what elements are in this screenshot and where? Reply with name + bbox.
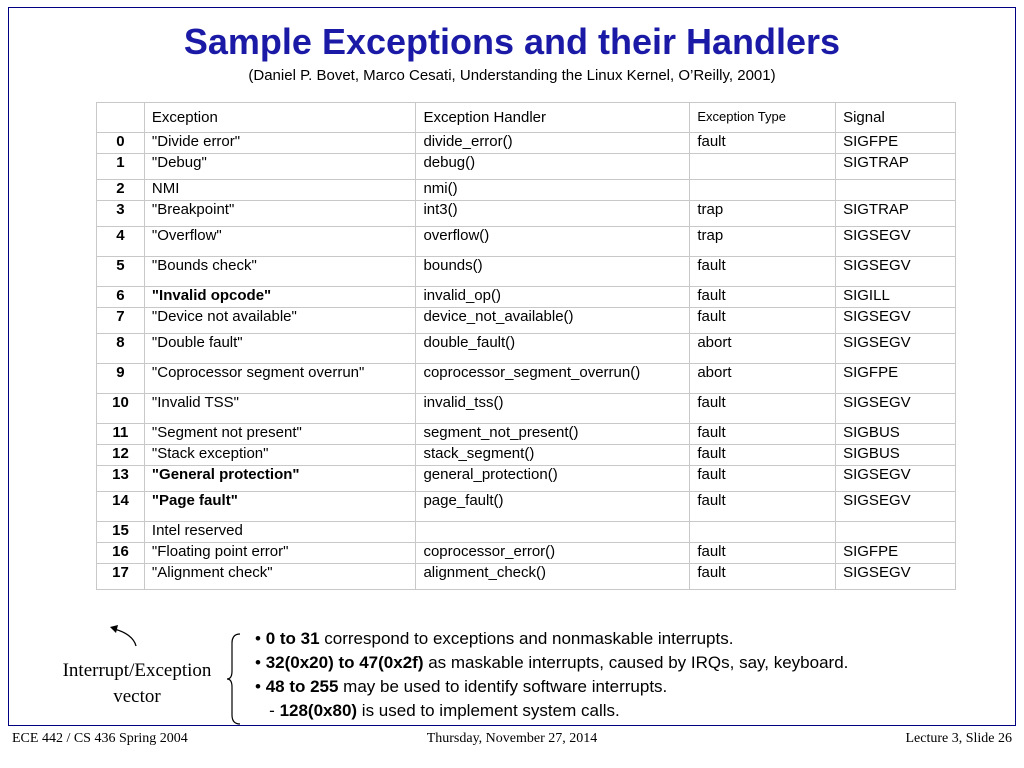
cell-handler: nmi(): [416, 180, 690, 201]
vector-label-line2: vector: [113, 686, 161, 707]
cell-handler: stack_segment(): [416, 445, 690, 466]
table-row: [97, 394, 956, 424]
cell-num: 10: [97, 394, 145, 424]
note-bullet: •: [255, 629, 266, 648]
cell-signal: [836, 522, 956, 543]
cell-exception: "Segment not present": [144, 424, 416, 445]
cell-handler: overflow(): [416, 227, 690, 257]
cell-signal: SIGSEGV: [836, 564, 956, 590]
cell-num: 0: [97, 133, 145, 154]
slide-title: Sample Exceptions and their Handlers: [183, 21, 841, 62]
cell-num: 14: [97, 492, 145, 522]
note-item-3: [255, 675, 848, 699]
cell-handler: page_fault(): [416, 492, 690, 522]
cell-exception: "Bounds check": [144, 257, 416, 287]
cell-handler: bounds(): [416, 257, 690, 287]
table-row: [97, 180, 956, 201]
table-header-row: [97, 103, 956, 133]
cell-handler: double_fault(): [416, 334, 690, 364]
table-row: [97, 564, 956, 590]
cell-exception: "Debug": [144, 154, 416, 180]
cell-handler: invalid_op(): [416, 287, 690, 308]
table-row: [97, 334, 956, 364]
exceptions-table-body: [97, 103, 956, 590]
cell-num: 12: [97, 445, 145, 466]
cell-handler: device_not_available(): [416, 308, 690, 334]
cell-num: 1: [97, 154, 145, 180]
table-row: [97, 543, 956, 564]
cell-num: 3: [97, 201, 145, 227]
table-row: [97, 201, 956, 227]
table-row: [97, 227, 956, 257]
cell-signal: SIGSEGV: [836, 308, 956, 334]
cell-type: fault: [690, 394, 836, 424]
left-brace-icon: [226, 633, 242, 725]
cell-type: abort: [690, 334, 836, 364]
cell-signal: SIGFPE: [836, 133, 956, 154]
vector-label: [42, 658, 232, 710]
cell-type: fault: [690, 308, 836, 334]
slide-subtitle: (Daniel P. Bovet, Marco Cesati, Understanding the Linux Kernel, O’Reilly, 2001): [248, 67, 776, 84]
cell-type: fault: [690, 543, 836, 564]
cell-handler: divide_error(): [416, 133, 690, 154]
note-range: 48 to 255: [265, 677, 339, 696]
note-text: correspond to exceptions and nonmaskable interrupts.: [319, 629, 734, 648]
cell-num: 15: [97, 522, 145, 543]
cell-type: abort: [690, 364, 836, 394]
cell-num: 9: [97, 364, 145, 394]
cell-signal: SIGTRAP: [836, 154, 956, 180]
table-row: [97, 308, 956, 334]
arrow-icon: [104, 620, 144, 650]
cell-exception: "Breakpoint": [144, 201, 416, 227]
footer-slide-number: Lecture 3, Slide 26: [905, 731, 1012, 746]
table-row: [97, 522, 956, 543]
note-dash: -: [255, 701, 280, 720]
table-row: [97, 287, 956, 308]
table-row: [97, 364, 956, 394]
cell-handler: general_protection(): [416, 466, 690, 492]
note-item-4: [255, 699, 848, 723]
header-type: Exception Type: [690, 103, 836, 133]
table-row: [97, 154, 956, 180]
cell-exception: "Divide error": [144, 133, 416, 154]
cell-type: fault: [690, 466, 836, 492]
cell-handler: alignment_check(): [416, 564, 690, 590]
cell-num: 7: [97, 308, 145, 334]
cell-type: trap: [690, 201, 836, 227]
cell-exception: NMI: [144, 180, 416, 201]
cell-signal: SIGSEGV: [836, 257, 956, 287]
cell-signal: SIGSEGV: [836, 492, 956, 522]
cell-type: fault: [690, 287, 836, 308]
note-bullet: •: [255, 677, 266, 696]
cell-exception: "Device not available": [144, 308, 416, 334]
cell-exception: "General protection": [144, 466, 416, 492]
cell-exception: "Overflow": [144, 227, 416, 257]
cell-type: fault: [690, 564, 836, 590]
note-text: may be used to identify software interrupts.: [338, 677, 668, 696]
table-row: [97, 424, 956, 445]
header-signal: Signal: [836, 103, 956, 133]
table-row: [97, 492, 956, 522]
cell-type: fault: [690, 257, 836, 287]
cell-exception: "Invalid opcode": [144, 287, 416, 308]
header-num: [97, 103, 145, 133]
cell-type: trap: [690, 227, 836, 257]
cell-num: 4: [97, 227, 145, 257]
cell-handler: [416, 522, 690, 543]
note-range: 0 to 31: [265, 629, 320, 648]
cell-signal: SIGSEGV: [836, 466, 956, 492]
cell-num: 16: [97, 543, 145, 564]
note-item-1: [255, 627, 848, 651]
table-row: [97, 445, 956, 466]
cell-signal: SIGBUS: [836, 445, 956, 466]
note-item-2: [255, 651, 848, 675]
cell-signal: SIGILL: [836, 287, 956, 308]
cell-exception: "Invalid TSS": [144, 394, 416, 424]
note-text: as maskable interrupts, caused by IRQs, say, keyboard.: [423, 653, 849, 672]
cell-exception: "Page fault": [144, 492, 416, 522]
cell-exception: "Stack exception": [144, 445, 416, 466]
cell-signal: SIGSEGV: [836, 334, 956, 364]
cell-type: fault: [690, 445, 836, 466]
cell-type: fault: [690, 424, 836, 445]
vector-label-line1: Interrupt/Exception: [62, 660, 212, 681]
table-row: [97, 257, 956, 287]
cell-type: [690, 154, 836, 180]
cell-exception: "Double fault": [144, 334, 416, 364]
cell-signal: SIGSEGV: [836, 394, 956, 424]
cell-handler: debug(): [416, 154, 690, 180]
cell-exception: "Coprocessor segment overrun": [144, 364, 416, 394]
cell-handler: int3(): [416, 201, 690, 227]
cell-num: 2: [97, 180, 145, 201]
cell-exception: Intel reserved: [144, 522, 416, 543]
cell-handler: coprocessor_error(): [416, 543, 690, 564]
cell-type: [690, 180, 836, 201]
cell-num: 17: [97, 564, 145, 590]
cell-signal: SIGSEGV: [836, 227, 956, 257]
cell-signal: SIGFPE: [836, 364, 956, 394]
cell-signal: SIGTRAP: [836, 201, 956, 227]
header-exception: Exception: [144, 103, 416, 133]
cell-type: [690, 522, 836, 543]
notes-list: [255, 627, 848, 723]
table-row: [97, 133, 956, 154]
note-range: 32(0x20) to 47(0x2f): [265, 653, 424, 672]
cell-signal: SIGFPE: [836, 543, 956, 564]
note-text: is used to implement system calls.: [357, 701, 620, 720]
cell-type: fault: [690, 492, 836, 522]
citation-text: Daniel P. Bovet, Marco Cesati, Understanding the Linux Kernel, O’Reilly, 2001: [253, 67, 771, 84]
cell-num: 5: [97, 257, 145, 287]
cell-type: fault: [690, 133, 836, 154]
cell-num: 11: [97, 424, 145, 445]
cell-handler: coprocessor_segment_overrun(): [416, 364, 690, 394]
cell-exception: "Floating point error": [144, 543, 416, 564]
cell-signal: [836, 180, 956, 201]
note-range: 128(0x80): [279, 701, 358, 720]
header-handler: Exception Handler: [416, 103, 690, 133]
table-row: [97, 466, 956, 492]
exceptions-table: [96, 102, 956, 590]
cell-num: 6: [97, 287, 145, 308]
footer-course: ECE 442 / CS 436 Spring 2004: [12, 731, 188, 746]
cell-num: 13: [97, 466, 145, 492]
footer-date: Thursday, November 27, 2014: [426, 731, 598, 746]
cell-signal: SIGBUS: [836, 424, 956, 445]
cell-num: 8: [97, 334, 145, 364]
cell-exception: "Alignment check": [144, 564, 416, 590]
cell-handler: invalid_tss(): [416, 394, 690, 424]
note-bullet: •: [255, 653, 266, 672]
cell-handler: segment_not_present(): [416, 424, 690, 445]
